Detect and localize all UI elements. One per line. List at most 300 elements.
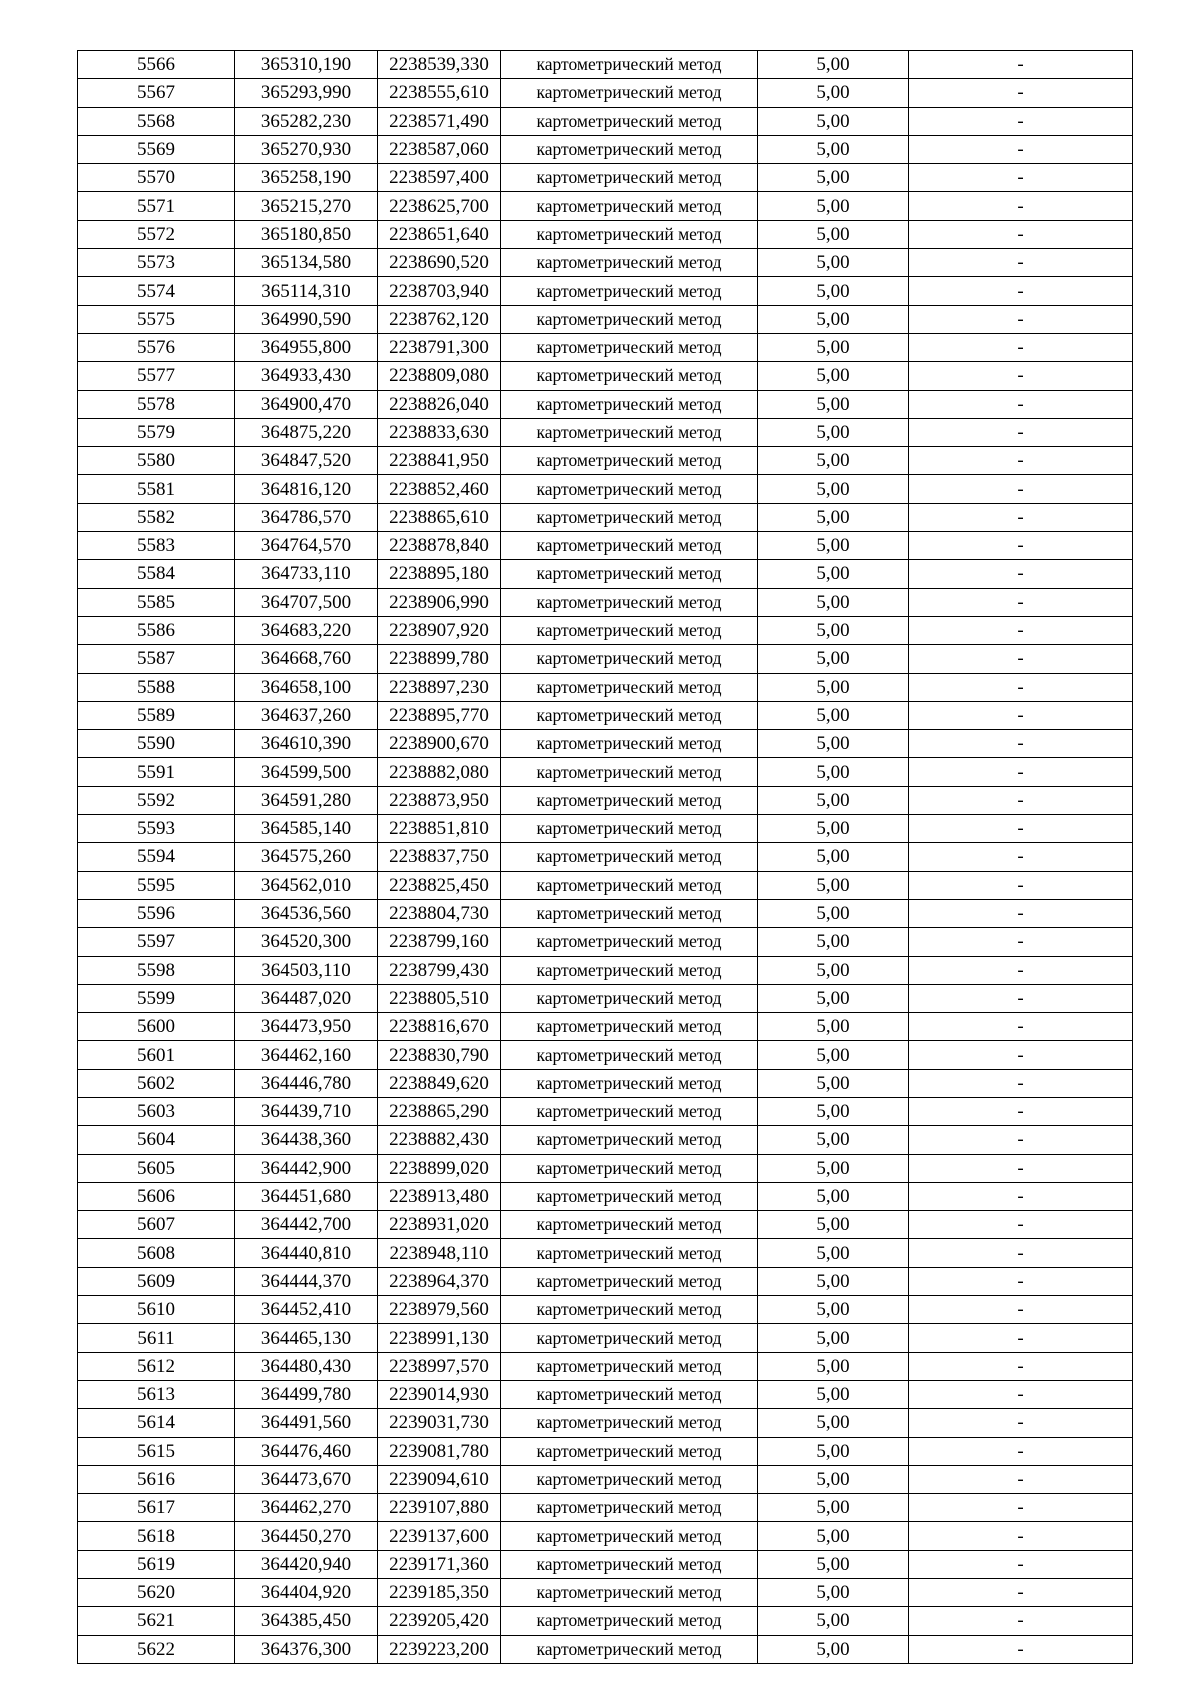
table-row <box>78 928 1133 956</box>
cell-note: - <box>909 1465 1133 1493</box>
cell-accuracy: 5,00 <box>758 1324 909 1352</box>
cell-point-number: 5618 <box>78 1522 235 1550</box>
cell-method: картометрический метод <box>501 475 758 503</box>
coordinates-table-body <box>78 51 1133 1664</box>
cell-x-coordinate: 364520,300 <box>235 928 378 956</box>
cell-method: картометрический метод <box>501 503 758 531</box>
cell-note: - <box>909 1437 1133 1465</box>
cell-y-coordinate: 2238931,020 <box>378 1211 501 1239</box>
cell-x-coordinate: 364562,010 <box>235 871 378 899</box>
cell-method: картометрический метод <box>501 701 758 729</box>
cell-method: картометрический метод <box>501 815 758 843</box>
cell-y-coordinate: 2238791,300 <box>378 333 501 361</box>
cell-note: - <box>909 362 1133 390</box>
cell-x-coordinate: 364376,300 <box>235 1635 378 1663</box>
cell-accuracy: 5,00 <box>758 447 909 475</box>
cell-point-number: 5597 <box>78 928 235 956</box>
cell-point-number: 5604 <box>78 1126 235 1154</box>
cell-accuracy: 5,00 <box>758 843 909 871</box>
cell-accuracy: 5,00 <box>758 220 909 248</box>
table-row <box>78 1097 1133 1125</box>
table-row <box>78 984 1133 1012</box>
cell-point-number: 5610 <box>78 1296 235 1324</box>
cell-y-coordinate: 2238964,370 <box>378 1267 501 1295</box>
cell-accuracy: 5,00 <box>758 192 909 220</box>
cell-point-number: 5599 <box>78 984 235 1012</box>
cell-method: картометрический метод <box>501 899 758 927</box>
table-row <box>78 1635 1133 1663</box>
cell-accuracy: 5,00 <box>758 1437 909 1465</box>
cell-point-number: 5606 <box>78 1182 235 1210</box>
cell-accuracy: 5,00 <box>758 1635 909 1663</box>
table-row <box>78 1069 1133 1097</box>
table-row <box>78 1494 1133 1522</box>
cell-x-coordinate: 364933,430 <box>235 362 378 390</box>
table-row <box>78 1126 1133 1154</box>
cell-method: картометрический метод <box>501 390 758 418</box>
table-row <box>78 956 1133 984</box>
table-row <box>78 418 1133 446</box>
cell-x-coordinate: 364990,590 <box>235 305 378 333</box>
cell-point-number: 5617 <box>78 1494 235 1522</box>
cell-method: картометрический метод <box>501 1550 758 1578</box>
cell-y-coordinate: 2238865,610 <box>378 503 501 531</box>
cell-method: картометрический метод <box>501 447 758 475</box>
cell-method: картометрический метод <box>501 1494 758 1522</box>
cell-note: - <box>909 1409 1133 1437</box>
cell-x-coordinate: 364452,410 <box>235 1296 378 1324</box>
cell-y-coordinate: 2238539,330 <box>378 51 501 79</box>
cell-y-coordinate: 2238837,750 <box>378 843 501 871</box>
cell-point-number: 5566 <box>78 51 235 79</box>
cell-note: - <box>909 673 1133 701</box>
cell-accuracy: 5,00 <box>758 1182 909 1210</box>
cell-accuracy: 5,00 <box>758 899 909 927</box>
cell-y-coordinate: 2238913,480 <box>378 1182 501 1210</box>
cell-method: картометрический метод <box>501 1607 758 1635</box>
cell-accuracy: 5,00 <box>758 135 909 163</box>
cell-point-number: 5611 <box>78 1324 235 1352</box>
cell-point-number: 5620 <box>78 1579 235 1607</box>
cell-note: - <box>909 928 1133 956</box>
cell-note: - <box>909 418 1133 446</box>
cell-note: - <box>909 503 1133 531</box>
cell-method: картометрический метод <box>501 1324 758 1352</box>
cell-point-number: 5582 <box>78 503 235 531</box>
cell-x-coordinate: 364900,470 <box>235 390 378 418</box>
cell-method: картометрический метод <box>501 362 758 390</box>
table-row <box>78 645 1133 673</box>
cell-note: - <box>909 192 1133 220</box>
cell-accuracy: 5,00 <box>758 956 909 984</box>
cell-point-number: 5571 <box>78 192 235 220</box>
cell-method: картометрический метод <box>501 333 758 361</box>
cell-accuracy: 5,00 <box>758 503 909 531</box>
cell-point-number: 5570 <box>78 164 235 192</box>
table-row <box>78 758 1133 786</box>
cell-y-coordinate: 2239205,420 <box>378 1607 501 1635</box>
cell-x-coordinate: 364473,670 <box>235 1465 378 1493</box>
cell-y-coordinate: 2238907,920 <box>378 616 501 644</box>
cell-accuracy: 5,00 <box>758 730 909 758</box>
cell-accuracy: 5,00 <box>758 701 909 729</box>
cell-point-number: 5572 <box>78 220 235 248</box>
cell-method: картометрический метод <box>501 673 758 701</box>
cell-point-number: 5621 <box>78 1607 235 1635</box>
cell-note: - <box>909 107 1133 135</box>
table-row <box>78 1296 1133 1324</box>
coordinates-table <box>77 50 1133 1664</box>
cell-y-coordinate: 2238587,060 <box>378 135 501 163</box>
cell-method: картометрический метод <box>501 645 758 673</box>
table-row <box>78 1465 1133 1493</box>
cell-accuracy: 5,00 <box>758 249 909 277</box>
cell-y-coordinate: 2239223,200 <box>378 1635 501 1663</box>
cell-x-coordinate: 364451,680 <box>235 1182 378 1210</box>
cell-note: - <box>909 532 1133 560</box>
cell-method: картометрический метод <box>501 107 758 135</box>
cell-note: - <box>909 1522 1133 1550</box>
cell-accuracy: 5,00 <box>758 1352 909 1380</box>
cell-method: картометрический метод <box>501 984 758 1012</box>
cell-method: картометрический метод <box>501 1437 758 1465</box>
cell-y-coordinate: 2238948,110 <box>378 1239 501 1267</box>
cell-x-coordinate: 364536,560 <box>235 899 378 927</box>
table-row <box>78 673 1133 701</box>
cell-point-number: 5588 <box>78 673 235 701</box>
cell-method: картометрический метод <box>501 1126 758 1154</box>
cell-point-number: 5600 <box>78 1013 235 1041</box>
cell-x-coordinate: 364487,020 <box>235 984 378 1012</box>
cell-y-coordinate: 2238852,460 <box>378 475 501 503</box>
cell-method: картометрический метод <box>501 164 758 192</box>
cell-accuracy: 5,00 <box>758 1154 909 1182</box>
cell-point-number: 5569 <box>78 135 235 163</box>
table-row <box>78 899 1133 927</box>
cell-note: - <box>909 1182 1133 1210</box>
cell-point-number: 5598 <box>78 956 235 984</box>
cell-method: картометрический метод <box>501 1211 758 1239</box>
cell-x-coordinate: 364446,780 <box>235 1069 378 1097</box>
cell-x-coordinate: 364733,110 <box>235 560 378 588</box>
cell-note: - <box>909 956 1133 984</box>
table-row <box>78 277 1133 305</box>
cell-method: картометрический метод <box>501 1041 758 1069</box>
table-row <box>78 1380 1133 1408</box>
cell-point-number: 5612 <box>78 1352 235 1380</box>
cell-accuracy: 5,00 <box>758 107 909 135</box>
cell-point-number: 5579 <box>78 418 235 446</box>
table-row <box>78 1352 1133 1380</box>
cell-x-coordinate: 364439,710 <box>235 1097 378 1125</box>
cell-note: - <box>909 560 1133 588</box>
cell-accuracy: 5,00 <box>758 1296 909 1324</box>
cell-x-coordinate: 364462,270 <box>235 1494 378 1522</box>
cell-accuracy: 5,00 <box>758 1409 909 1437</box>
cell-note: - <box>909 1550 1133 1578</box>
cell-accuracy: 5,00 <box>758 928 909 956</box>
cell-method: картометрический метод <box>501 532 758 560</box>
cell-accuracy: 5,00 <box>758 1013 909 1041</box>
cell-y-coordinate: 2238873,950 <box>378 786 501 814</box>
table-row <box>78 362 1133 390</box>
cell-note: - <box>909 616 1133 644</box>
table-row <box>78 1607 1133 1635</box>
cell-accuracy: 5,00 <box>758 1465 909 1493</box>
cell-point-number: 5587 <box>78 645 235 673</box>
cell-note: - <box>909 135 1133 163</box>
cell-y-coordinate: 2238878,840 <box>378 532 501 560</box>
cell-y-coordinate: 2238849,620 <box>378 1069 501 1097</box>
cell-note: - <box>909 730 1133 758</box>
cell-accuracy: 5,00 <box>758 390 909 418</box>
cell-accuracy: 5,00 <box>758 588 909 616</box>
cell-note: - <box>909 475 1133 503</box>
cell-method: картометрический метод <box>501 843 758 871</box>
cell-method: картометрический метод <box>501 1154 758 1182</box>
cell-x-coordinate: 364442,700 <box>235 1211 378 1239</box>
table-row <box>78 532 1133 560</box>
cell-accuracy: 5,00 <box>758 532 909 560</box>
table-row <box>78 1041 1133 1069</box>
cell-x-coordinate: 364610,390 <box>235 730 378 758</box>
cell-note: - <box>909 645 1133 673</box>
cell-method: картометрический метод <box>501 786 758 814</box>
cell-y-coordinate: 2238899,020 <box>378 1154 501 1182</box>
cell-accuracy: 5,00 <box>758 984 909 1012</box>
cell-accuracy: 5,00 <box>758 786 909 814</box>
cell-x-coordinate: 364847,520 <box>235 447 378 475</box>
cell-accuracy: 5,00 <box>758 758 909 786</box>
table-row <box>78 475 1133 503</box>
cell-point-number: 5568 <box>78 107 235 135</box>
cell-x-coordinate: 364875,220 <box>235 418 378 446</box>
cell-method: картометрический метод <box>501 1579 758 1607</box>
cell-y-coordinate: 2238833,630 <box>378 418 501 446</box>
cell-y-coordinate: 2239081,780 <box>378 1437 501 1465</box>
cell-y-coordinate: 2238690,520 <box>378 249 501 277</box>
cell-note: - <box>909 1267 1133 1295</box>
cell-note: - <box>909 899 1133 927</box>
cell-x-coordinate: 364668,760 <box>235 645 378 673</box>
cell-accuracy: 5,00 <box>758 616 909 644</box>
cell-accuracy: 5,00 <box>758 79 909 107</box>
cell-y-coordinate: 2239137,600 <box>378 1522 501 1550</box>
cell-method: картометрический метод <box>501 1239 758 1267</box>
cell-point-number: 5615 <box>78 1437 235 1465</box>
cell-x-coordinate: 364476,460 <box>235 1437 378 1465</box>
cell-note: - <box>909 51 1133 79</box>
table-row <box>78 135 1133 163</box>
cell-x-coordinate: 364404,920 <box>235 1579 378 1607</box>
cell-x-coordinate: 364637,260 <box>235 701 378 729</box>
cell-x-coordinate: 364707,500 <box>235 588 378 616</box>
cell-x-coordinate: 364591,280 <box>235 786 378 814</box>
cell-method: картометрический метод <box>501 1635 758 1663</box>
cell-x-coordinate: 364473,950 <box>235 1013 378 1041</box>
cell-y-coordinate: 2239094,610 <box>378 1465 501 1493</box>
cell-note: - <box>909 1635 1133 1663</box>
cell-y-coordinate: 2239171,360 <box>378 1550 501 1578</box>
cell-y-coordinate: 2239185,350 <box>378 1579 501 1607</box>
cell-x-coordinate: 365258,190 <box>235 164 378 192</box>
cell-y-coordinate: 2238997,570 <box>378 1352 501 1380</box>
cell-y-coordinate: 2238571,490 <box>378 107 501 135</box>
cell-y-coordinate: 2238851,810 <box>378 815 501 843</box>
table-row <box>78 447 1133 475</box>
cell-y-coordinate: 2238825,450 <box>378 871 501 899</box>
cell-note: - <box>909 277 1133 305</box>
cell-method: картометрический метод <box>501 588 758 616</box>
cell-x-coordinate: 365270,930 <box>235 135 378 163</box>
cell-y-coordinate: 2239014,930 <box>378 1380 501 1408</box>
cell-note: - <box>909 1380 1133 1408</box>
cell-point-number: 5585 <box>78 588 235 616</box>
cell-y-coordinate: 2238979,560 <box>378 1296 501 1324</box>
cell-x-coordinate: 364585,140 <box>235 815 378 843</box>
table-row <box>78 1579 1133 1607</box>
cell-accuracy: 5,00 <box>758 1579 909 1607</box>
table-row <box>78 1522 1133 1550</box>
cell-note: - <box>909 390 1133 418</box>
cell-method: картометрический метод <box>501 730 758 758</box>
table-row <box>78 843 1133 871</box>
cell-x-coordinate: 364462,160 <box>235 1041 378 1069</box>
cell-point-number: 5603 <box>78 1097 235 1125</box>
cell-y-coordinate: 2238900,670 <box>378 730 501 758</box>
cell-x-coordinate: 364503,110 <box>235 956 378 984</box>
cell-y-coordinate: 2238805,510 <box>378 984 501 1012</box>
cell-accuracy: 5,00 <box>758 1522 909 1550</box>
cell-method: картометрический метод <box>501 79 758 107</box>
cell-point-number: 5609 <box>78 1267 235 1295</box>
cell-y-coordinate: 2238830,790 <box>378 1041 501 1069</box>
cell-x-coordinate: 365310,190 <box>235 51 378 79</box>
cell-point-number: 5593 <box>78 815 235 843</box>
cell-x-coordinate: 364955,800 <box>235 333 378 361</box>
cell-point-number: 5589 <box>78 701 235 729</box>
cell-note: - <box>909 758 1133 786</box>
cell-point-number: 5619 <box>78 1550 235 1578</box>
cell-method: картометрический метод <box>501 1380 758 1408</box>
table-row <box>78 616 1133 644</box>
cell-method: картометрический метод <box>501 956 758 984</box>
cell-x-coordinate: 364575,260 <box>235 843 378 871</box>
cell-y-coordinate: 2238816,670 <box>378 1013 501 1041</box>
cell-method: картометрический метод <box>501 1296 758 1324</box>
cell-note: - <box>909 786 1133 814</box>
cell-point-number: 5602 <box>78 1069 235 1097</box>
table-row <box>78 1550 1133 1578</box>
cell-x-coordinate: 364599,500 <box>235 758 378 786</box>
cell-method: картометрический метод <box>501 305 758 333</box>
cell-y-coordinate: 2238597,400 <box>378 164 501 192</box>
cell-x-coordinate: 365180,850 <box>235 220 378 248</box>
cell-point-number: 5573 <box>78 249 235 277</box>
cell-note: - <box>909 79 1133 107</box>
cell-y-coordinate: 2238555,610 <box>378 79 501 107</box>
cell-point-number: 5601 <box>78 1041 235 1069</box>
cell-accuracy: 5,00 <box>758 871 909 899</box>
table-row <box>78 1182 1133 1210</box>
cell-point-number: 5578 <box>78 390 235 418</box>
cell-x-coordinate: 364442,900 <box>235 1154 378 1182</box>
cell-y-coordinate: 2238895,180 <box>378 560 501 588</box>
cell-y-coordinate: 2238897,230 <box>378 673 501 701</box>
cell-note: - <box>909 1607 1133 1635</box>
cell-y-coordinate: 2238651,640 <box>378 220 501 248</box>
cell-note: - <box>909 1324 1133 1352</box>
cell-method: картометрический метод <box>501 616 758 644</box>
cell-method: картометрический метод <box>501 1097 758 1125</box>
cell-x-coordinate: 364480,430 <box>235 1352 378 1380</box>
cell-method: картометрический метод <box>501 758 758 786</box>
cell-y-coordinate: 2238882,430 <box>378 1126 501 1154</box>
cell-point-number: 5567 <box>78 79 235 107</box>
cell-point-number: 5580 <box>78 447 235 475</box>
cell-y-coordinate: 2238895,770 <box>378 701 501 729</box>
table-row <box>78 333 1133 361</box>
cell-note: - <box>909 701 1133 729</box>
cell-note: - <box>909 1041 1133 1069</box>
cell-point-number: 5576 <box>78 333 235 361</box>
cell-point-number: 5592 <box>78 786 235 814</box>
cell-y-coordinate: 2239031,730 <box>378 1409 501 1437</box>
table-row <box>78 164 1133 192</box>
cell-point-number: 5613 <box>78 1380 235 1408</box>
table-row <box>78 560 1133 588</box>
cell-note: - <box>909 1126 1133 1154</box>
table-row <box>78 1211 1133 1239</box>
cell-point-number: 5608 <box>78 1239 235 1267</box>
cell-y-coordinate: 2238882,080 <box>378 758 501 786</box>
cell-x-coordinate: 365293,990 <box>235 79 378 107</box>
cell-method: картометрический метод <box>501 135 758 163</box>
cell-x-coordinate: 364444,370 <box>235 1267 378 1295</box>
cell-method: картометрический метод <box>501 1013 758 1041</box>
cell-accuracy: 5,00 <box>758 362 909 390</box>
cell-accuracy: 5,00 <box>758 277 909 305</box>
cell-accuracy: 5,00 <box>758 560 909 588</box>
cell-method: картометрический метод <box>501 1352 758 1380</box>
table-row <box>78 588 1133 616</box>
cell-y-coordinate: 2238899,780 <box>378 645 501 673</box>
cell-accuracy: 5,00 <box>758 51 909 79</box>
cell-note: - <box>909 1579 1133 1607</box>
cell-method: картометрический метод <box>501 192 758 220</box>
cell-method: картометрический метод <box>501 1182 758 1210</box>
cell-method: картометрический метод <box>501 220 758 248</box>
table-row <box>78 220 1133 248</box>
cell-method: картометрический метод <box>501 277 758 305</box>
cell-accuracy: 5,00 <box>758 1267 909 1295</box>
cell-accuracy: 5,00 <box>758 1097 909 1125</box>
cell-x-coordinate: 364658,100 <box>235 673 378 701</box>
cell-note: - <box>909 1013 1133 1041</box>
cell-accuracy: 5,00 <box>758 305 909 333</box>
cell-method: картометрический метод <box>501 560 758 588</box>
table-row <box>78 192 1133 220</box>
cell-x-coordinate: 364440,810 <box>235 1239 378 1267</box>
cell-method: картометрический метод <box>501 871 758 899</box>
cell-x-coordinate: 364786,570 <box>235 503 378 531</box>
cell-y-coordinate: 2238799,160 <box>378 928 501 956</box>
cell-x-coordinate: 364764,570 <box>235 532 378 560</box>
cell-method: картометрический метод <box>501 418 758 446</box>
cell-point-number: 5605 <box>78 1154 235 1182</box>
cell-point-number: 5596 <box>78 899 235 927</box>
cell-y-coordinate: 2238625,700 <box>378 192 501 220</box>
